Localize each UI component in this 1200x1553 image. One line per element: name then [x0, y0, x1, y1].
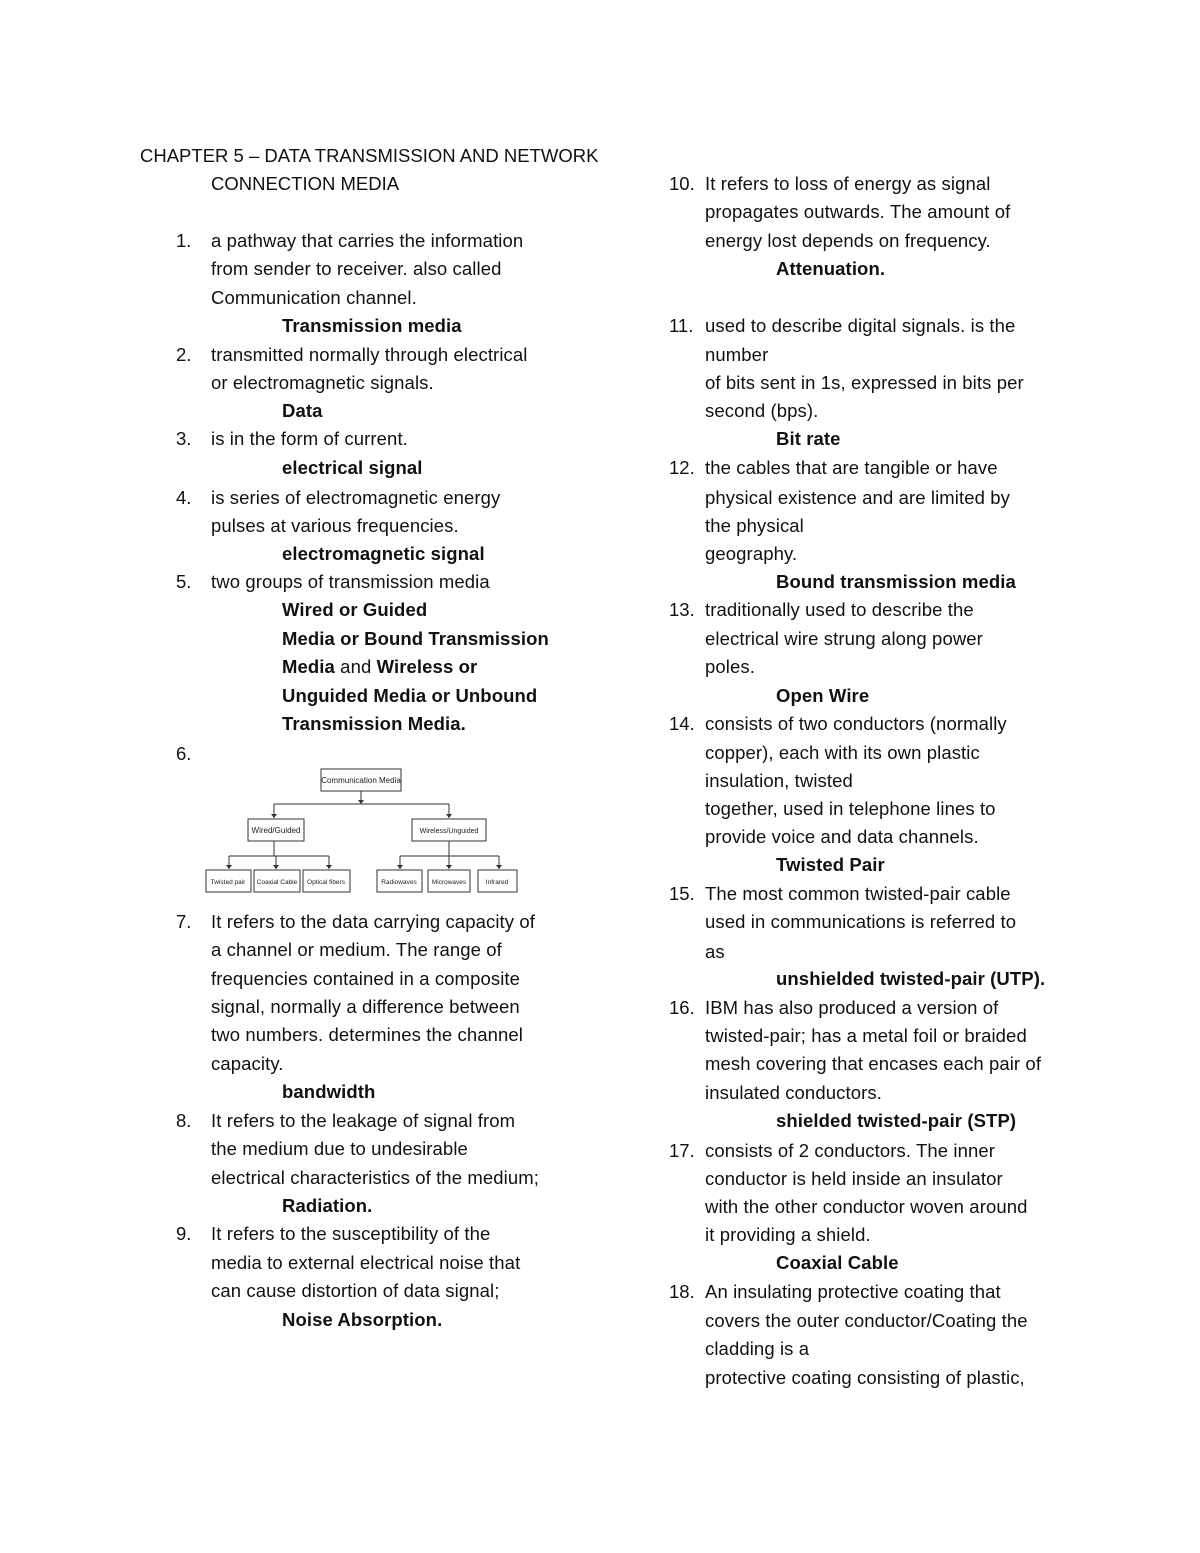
answer-text: Open Wire: [776, 685, 870, 706]
diagram-leaf-label: Microwaves: [431, 879, 467, 886]
question-text: can cause distortion of data signal;: [211, 1280, 500, 1301]
answer-text: Wired or Guided: [282, 599, 428, 620]
question-text: cladding is a: [705, 1338, 810, 1359]
question-number: 1.: [176, 230, 192, 251]
question-text: covers the outer conductor/Coating the: [705, 1310, 1028, 1331]
diagram-leaf-label: Radiowaves: [381, 879, 417, 886]
diagram-wired-label: Wired/Guided: [251, 826, 301, 835]
question-text: The most common twisted-pair cable: [705, 883, 1011, 904]
question-text: traditionally used to describe the: [705, 599, 974, 620]
question-text: media to external electrical noise that: [211, 1252, 521, 1273]
question-number: 4.: [176, 487, 192, 508]
question-text: It refers to the susceptibility of the: [211, 1223, 491, 1244]
question-text: the cables that are tangible or have: [705, 457, 998, 478]
question-text: consists of two conductors (normally: [705, 713, 1007, 734]
question-text: It refers to the data carrying capacity of: [211, 911, 535, 932]
answer-text: Noise Absorption.: [282, 1309, 443, 1330]
question-text: is series of electromagnetic energy: [211, 487, 501, 508]
answer-text: electromagnetic signal: [282, 543, 485, 564]
answer-text: electrical signal: [282, 457, 423, 478]
question-text: twisted-pair; has a metal foil or braided: [705, 1025, 1027, 1046]
question-text: it providing a shield.: [705, 1224, 871, 1245]
question-text: two numbers. determines the channel: [211, 1024, 524, 1045]
question-text: the physical: [705, 515, 804, 536]
answer-text: Unguided Media or Unbound: [282, 685, 538, 706]
answer-text: bandwidth: [282, 1081, 376, 1102]
question-text: capacity.: [211, 1053, 284, 1074]
question-text: consists of 2 conductors. The inner: [705, 1140, 996, 1161]
question-text: energy lost depends on frequency.: [705, 230, 991, 251]
question-text: insulation, twisted: [705, 770, 853, 791]
question-text: electrical characteristics of the medium;: [211, 1167, 539, 1188]
question-text: is in the form of current.: [211, 428, 408, 449]
question-text: together, used in telephone lines to: [705, 798, 996, 819]
answer-text: Bit rate: [776, 428, 841, 449]
question-text: or electromagnetic signals.: [211, 372, 434, 393]
question-number: 7.: [176, 911, 192, 932]
answer-bold: Media: [282, 656, 335, 677]
question-text: from sender to receiver. also called: [211, 258, 502, 279]
question-number: 2.: [176, 344, 192, 365]
question-text: It refers to loss of energy as signal: [705, 173, 991, 194]
question-number: 13.: [669, 599, 695, 620]
question-number: 8.: [176, 1110, 192, 1131]
question-text: used to describe digital signals. is the: [705, 315, 1016, 336]
answer-text: [282, 653, 477, 681]
question-text: IBM has also produced a version of: [705, 997, 999, 1018]
question-text: copper), each with its own plastic: [705, 742, 980, 763]
answer-text: Transmission Media.: [282, 713, 466, 734]
question-text: propagates outwards. The amount of: [705, 201, 1011, 222]
diagram-wireless-label: Wireless/Unguided: [419, 828, 479, 835]
question-text: mesh covering that encases each pair of: [705, 1053, 1042, 1074]
question-number: 3.: [176, 428, 192, 449]
question-text: It refers to the leakage of signal from: [211, 1110, 516, 1131]
question-text: electrical wire strung along power: [705, 628, 983, 649]
chapter-title-line-1: CHAPTER 5 – DATA TRANSMISSION AND NETWORK: [140, 145, 599, 166]
chapter-title-line-2: CONNECTION MEDIA: [211, 173, 400, 194]
diagram-leaf-label: Twisted pair: [210, 879, 246, 886]
question-text: two groups of transmission media: [211, 571, 490, 592]
question-number: 17.: [669, 1140, 695, 1161]
question-text: protective coating consisting of plastic,: [705, 1367, 1025, 1388]
question-text: provide voice and data channels.: [705, 826, 979, 847]
question-number: 16.: [669, 997, 695, 1018]
question-number: 10.: [669, 173, 695, 194]
question-number: 9.: [176, 1223, 192, 1244]
answer-text: Bound transmission media: [776, 571, 1016, 592]
question-text: as: [705, 941, 725, 962]
answer-text: Twisted Pair: [776, 854, 885, 875]
question-text: used in communications is referred to: [705, 911, 1017, 932]
question-text: geography.: [705, 543, 798, 564]
answer-text: Transmission media: [282, 315, 462, 336]
answer-text: shielded twisted-pair (STP): [776, 1110, 1017, 1131]
question-text: An insulating protective coating that: [705, 1281, 1001, 1302]
question-text: a channel or medium. The range of: [211, 939, 502, 960]
answer-text: Radiation.: [282, 1195, 373, 1216]
question-text: of bits sent in 1s, expressed in bits per: [705, 372, 1024, 393]
answer-text: Coaxial Cable: [776, 1252, 899, 1273]
question-number: 5.: [176, 571, 192, 592]
question-number: 12.: [669, 457, 695, 478]
question-text: conductor is held inside an insulator: [705, 1168, 1003, 1189]
question-text: a pathway that carries the information: [211, 230, 524, 251]
diagram-leaf-label: Optical fibers: [307, 879, 345, 886]
answer-bold: Wireless or: [376, 656, 478, 677]
question-text: signal, normally a difference between: [211, 996, 520, 1017]
question-number: 6.: [176, 743, 192, 764]
diagram-leaf-label: Infrared: [485, 879, 509, 886]
question-text: transmitted normally through electrical: [211, 344, 528, 365]
question-text: with the other conductor woven around: [705, 1196, 1028, 1217]
answer-text: Data: [282, 400, 323, 421]
question-text: the medium due to undesirable: [211, 1138, 468, 1159]
answer-text: Attenuation.: [776, 258, 886, 279]
answer-text: unshielded twisted-pair (UTP).: [776, 968, 1046, 989]
question-text: number: [705, 344, 769, 365]
answer-connector: and: [334, 656, 377, 677]
question-number: 14.: [669, 713, 695, 734]
communication-media-diagram: [204, 766, 520, 896]
question-text: physical existence and are limited by: [705, 487, 1010, 508]
question-number: 11.: [669, 315, 694, 336]
question-text: pulses at various frequencies.: [211, 515, 459, 536]
diagram-root-label: Communication Media: [321, 776, 401, 785]
question-number: 18.: [669, 1281, 695, 1302]
question-number: 15.: [669, 883, 695, 904]
question-text: frequencies contained in a composite: [211, 968, 521, 989]
diagram-leaf-label: Coaxial Cable: [256, 879, 298, 886]
question-text: second (bps).: [705, 400, 819, 421]
question-text: poles.: [705, 656, 755, 677]
question-text: Communication channel.: [211, 287, 417, 308]
answer-text: Media or Bound Transmission: [282, 628, 549, 649]
question-text: insulated conductors.: [705, 1082, 882, 1103]
